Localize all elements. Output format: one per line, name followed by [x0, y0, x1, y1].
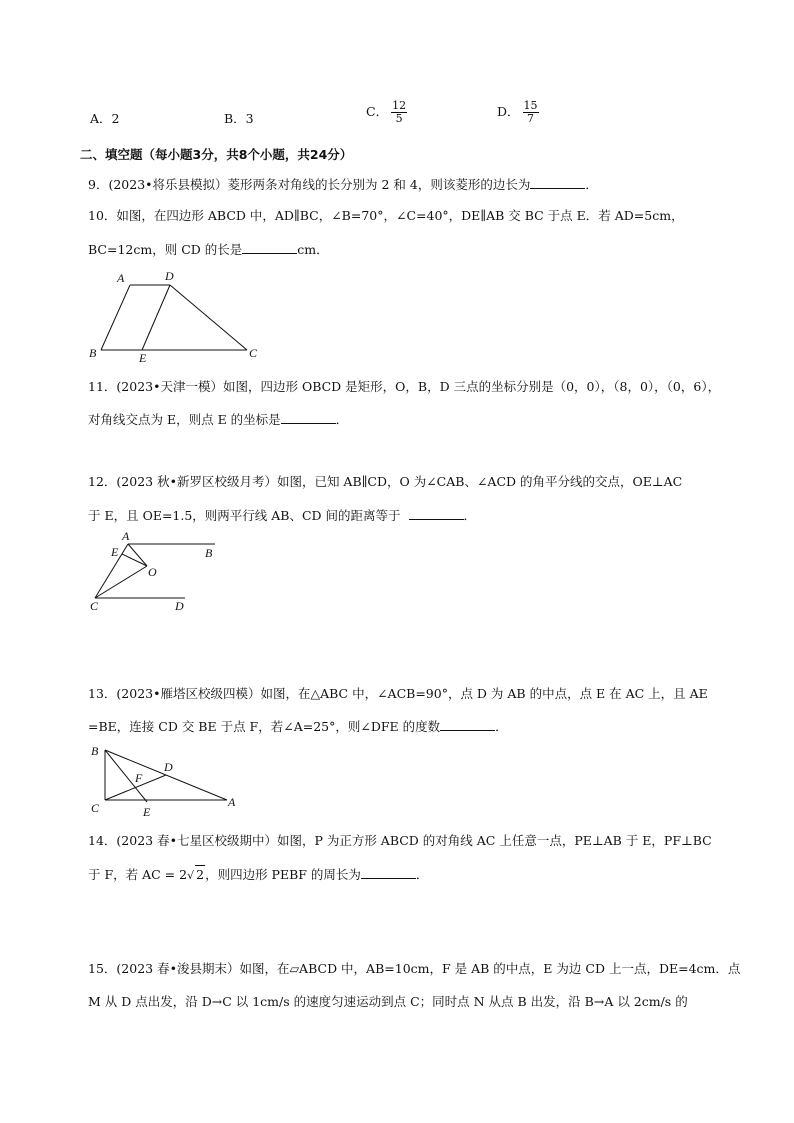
question-14-line1: 14．(2023 春•七星区校级期中）如图，P 为正方形 ABCD 的对角线 AC 上任意一点，PE⊥AB 于 E，PF⊥BC	[88, 833, 712, 848]
question-12-end: ．	[463, 508, 477, 523]
option-d-numerator: 15	[523, 99, 538, 112]
question-11-text: 对角线交点为 E，则点 E 的坐标是	[88, 412, 281, 427]
label-a: A	[122, 529, 130, 543]
segment-ao	[128, 544, 147, 566]
question-15-line2: M 从 D 点出发，沿 D→C 以 1cm/s 的速度匀速运动到点 C；同时点 N 从点 B 出发，沿 B→A 以 2cm/s 的	[88, 994, 688, 1009]
label-b: B	[205, 546, 213, 560]
option-c-label: C．	[366, 104, 389, 119]
question-10-text: BC=12cm，则 CD 的长是	[88, 242, 243, 257]
option-c-fraction	[391, 100, 407, 125]
question-14-text: 于 F，若 AC = 2	[88, 867, 188, 882]
question-12-text: 于 E，且 OE=1.5，则两平行线 AB、CD 间的距离等于	[88, 508, 401, 523]
label-o: O	[148, 565, 157, 579]
label-d: D	[164, 760, 173, 774]
answer-blank[interactable]	[440, 717, 495, 731]
option-c-numerator: 12	[392, 99, 407, 112]
label-e: E	[139, 351, 147, 365]
answer-blank[interactable]	[242, 240, 297, 254]
segment-de	[142, 285, 170, 350]
option-c	[366, 100, 407, 125]
figure-q12-parallel-lines	[85, 530, 235, 615]
question-13-line1: 13．(2023•雁塔区校级四模）如图，在△ABC 中，∠ACB=90°，点 D 为 AB 的中点，点 E 在 AC 上，且 AE	[88, 686, 708, 701]
figure-q13-right-triangle	[85, 740, 250, 820]
answer-blank[interactable]	[281, 410, 336, 424]
label-d: D	[165, 269, 174, 283]
question-13-text: =BE，连接 CD 交 BE 于点 F，若∠A=25°，则∠DFE 的度数	[88, 719, 441, 734]
option-d-fraction	[523, 100, 539, 125]
label-b: B	[91, 744, 99, 758]
question-9-end: ．	[585, 177, 598, 192]
sqrt-radicand: 2	[196, 867, 205, 882]
segment-eo	[122, 554, 147, 566]
question-13-end: ．	[495, 719, 508, 734]
label-e: E	[111, 545, 119, 559]
label-d: D	[175, 599, 184, 613]
question-14-line2: 于 F，若 AC = 2√ 2，则四边形 PEBF 的周长为 ．	[88, 867, 429, 882]
option-d-denominator: 7	[527, 112, 535, 125]
option-d-label: D．	[497, 104, 520, 119]
segment-dc	[170, 285, 247, 350]
section-title: 二、填空题（每小题3分，共8个小题，共24分）	[80, 147, 353, 162]
question-11-end: ．	[335, 412, 349, 427]
question-13-line2	[88, 717, 508, 736]
label-c: C	[91, 801, 100, 815]
label-c: C	[249, 346, 258, 360]
label-e: E	[143, 805, 151, 819]
label-a: A	[117, 271, 125, 285]
answer-blank[interactable]	[409, 506, 464, 520]
question-15-line1: 15．(2023 春•浚县期末）如图，在▱ABCD 中，AB=10cm，F 是 AB 的中点，E 为边 CD 上一点，DE=4cm．点	[88, 961, 741, 976]
question-9-text: 9．(2023•将乐县模拟）菱形两条对角线的长分别为 2 和 4，则该菱形的边长为	[88, 177, 531, 192]
option-a: A．2	[90, 111, 120, 126]
segment-co	[95, 566, 147, 598]
answer-blank[interactable]	[530, 175, 585, 189]
label-b: B	[89, 346, 97, 360]
option-d	[497, 100, 539, 125]
question-11-line2	[88, 410, 348, 429]
question-11-line1: 11．(2023•天津一模）如图，四边形 OBCD 是矩形，O，B，D 三点的坐标分别是（0，0），（8，0），（0，6），	[88, 379, 721, 394]
label-a: A	[228, 795, 236, 809]
answer-blank[interactable]	[361, 865, 416, 879]
segment-ab	[101, 285, 130, 350]
label-f: F	[135, 771, 143, 785]
question-10-unit: cm．	[297, 242, 329, 257]
question-12-line2	[88, 506, 476, 525]
option-c-denominator: 5	[395, 112, 403, 125]
question-9	[88, 175, 598, 194]
question-10-line2	[88, 240, 329, 259]
question-12-line1: 12．(2023 秋•新罗区校级月考）如图，已知 AB∥CD，O 为∠CAB、∠ACD 的角平分线的交点，OE⊥AC	[88, 474, 683, 489]
figure-q10-trapezoid	[85, 265, 275, 365]
question-14-end: ．	[415, 867, 429, 882]
question-14-text-2: ，则四边形 PEBF 的周长为	[205, 867, 361, 882]
question-10-line1: 10．如图，在四边形 ABCD 中，AD∥BC，∠B=70°，∠C=40°，DE∥AB 交 BC 于点 E．若 AD=5cm，	[88, 208, 684, 223]
label-c: C	[90, 599, 99, 613]
option-b: B．3	[224, 111, 254, 126]
